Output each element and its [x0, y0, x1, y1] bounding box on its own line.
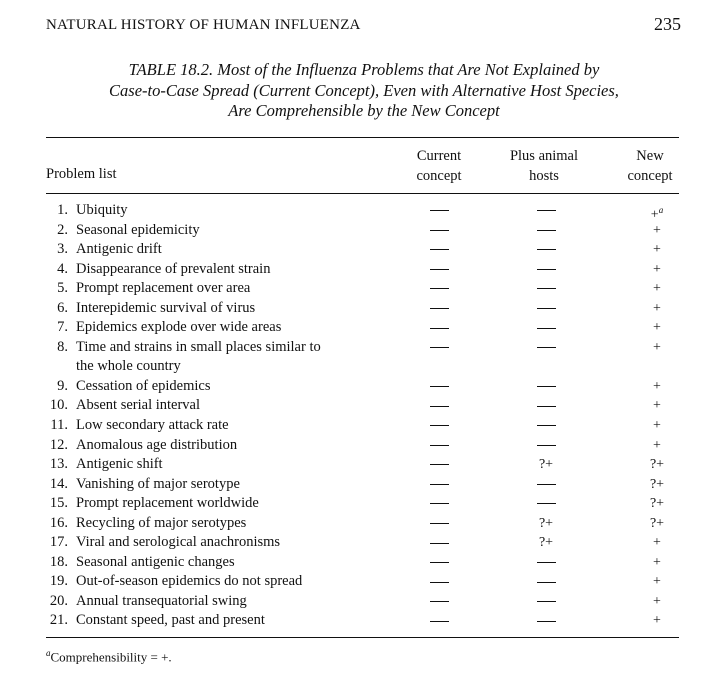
row-label-text: Prompt replacement worldwide	[76, 495, 259, 512]
column-header-animal	[494, 146, 594, 186]
dash-mark	[537, 425, 556, 426]
dash-mark	[537, 249, 556, 250]
page-number: 235	[654, 14, 681, 34]
dash-mark	[537, 269, 556, 270]
dash-mark	[430, 582, 449, 583]
dash-mark	[430, 503, 449, 504]
dash-mark	[537, 406, 556, 407]
cell-value: +	[653, 339, 661, 355]
cell-current	[409, 553, 469, 573]
dash-mark	[537, 484, 556, 485]
cell-current	[409, 201, 469, 221]
table-row	[0, 611, 715, 631]
row-label	[76, 221, 200, 241]
row-number: 5.	[57, 280, 68, 297]
row-number: 17.	[49, 534, 68, 551]
dash-mark	[430, 445, 449, 446]
row-number: 8.	[57, 338, 68, 355]
row-label	[76, 592, 247, 612]
cell-value: +	[653, 437, 661, 453]
table-row	[0, 377, 715, 397]
cell-animal-hosts	[516, 377, 576, 397]
row-label-text: Prompt replacement over area	[76, 280, 251, 297]
cell-animal-hosts	[516, 338, 576, 358]
row-label-text: Viral and serological anachronisms	[76, 534, 281, 551]
row-label-text: Ubiquity	[76, 202, 128, 218]
cell-current	[409, 533, 469, 553]
cell-value: ?+	[649, 515, 665, 531]
header-line: concept	[416, 168, 462, 184]
row-label-text: Disappearance of prevalent strain	[76, 260, 271, 277]
row-label	[76, 514, 246, 534]
cell-animal-hosts	[516, 475, 576, 495]
column-header-problem: Problem list	[46, 166, 117, 182]
row-number: 15.	[49, 495, 68, 512]
row-label-text: Recycling of major serotypes	[76, 514, 247, 531]
table-row	[0, 514, 715, 534]
row-number: 12.	[49, 436, 68, 453]
row-label-text: Annual transequatorial swing	[76, 592, 247, 609]
cell-value: +	[650, 207, 659, 223]
row-label	[76, 455, 163, 475]
row-label-text: Constant speed, past and present	[76, 612, 265, 629]
cell-animal-hosts	[516, 494, 576, 514]
row-label	[76, 377, 211, 397]
cell-new	[627, 377, 687, 397]
dash-mark	[430, 562, 449, 563]
dash-mark	[430, 406, 449, 407]
dash-mark	[537, 210, 556, 211]
cell-current	[409, 455, 469, 475]
dash-mark	[430, 464, 449, 465]
row-label-text: Antigenic shift	[76, 456, 163, 473]
cell-current	[409, 475, 469, 495]
row-label-text: Epidemics explode over wide areas	[76, 319, 282, 336]
cell-current	[409, 299, 469, 319]
cell-value: +	[653, 300, 661, 316]
cell-value: +	[653, 261, 661, 277]
cell-new	[627, 553, 687, 573]
row-number: 4.	[57, 260, 68, 277]
running-head: NATURAL HISTORY OF HUMAN INFLUENZA	[46, 17, 361, 33]
cell-new	[627, 514, 687, 534]
cell-value: +	[653, 398, 661, 414]
cell-new	[627, 318, 687, 338]
cell-new	[627, 592, 687, 612]
row-label	[76, 318, 281, 338]
cell-new	[627, 436, 687, 456]
row-label	[76, 436, 237, 456]
row-label	[76, 416, 229, 436]
cell-value: +	[653, 418, 661, 434]
row-label	[76, 494, 259, 514]
cell-current	[409, 377, 469, 397]
dash-mark	[537, 582, 556, 583]
row-number: 16.	[49, 514, 68, 531]
dash-mark	[537, 445, 556, 446]
table-row	[0, 475, 715, 495]
footnote-mark: a	[46, 648, 51, 658]
table-row	[0, 494, 715, 514]
header-line: New	[636, 148, 664, 164]
dash-mark	[537, 347, 556, 348]
cell-animal-hosts	[516, 221, 576, 241]
row-label-text: Anomalous age distribution	[76, 436, 238, 453]
cell-current	[409, 436, 469, 456]
cell-animal-hosts	[516, 455, 576, 475]
column-header-new	[600, 146, 700, 186]
cell-value: ?+	[649, 457, 665, 473]
cell-current	[409, 416, 469, 436]
cell-value: +	[653, 242, 661, 258]
cell-value: +	[653, 613, 661, 629]
row-number: 13.	[49, 456, 68, 473]
table-row	[0, 240, 715, 260]
cell-new	[627, 338, 687, 358]
cell-current	[409, 592, 469, 612]
cell-current	[409, 338, 469, 358]
caption-line: Are Comprehensible by the New Concept	[228, 101, 500, 120]
row-label	[76, 201, 128, 221]
dash-mark	[537, 562, 556, 563]
dash-mark	[430, 523, 449, 524]
table-row	[0, 338, 715, 377]
row-label	[76, 279, 250, 299]
cell-animal-hosts	[516, 299, 576, 319]
row-number: 11.	[50, 417, 68, 434]
dash-mark	[537, 621, 556, 622]
row-label	[76, 338, 321, 377]
cell-value: +	[653, 222, 661, 238]
row-label	[76, 260, 270, 280]
caption-line: Case-to-Case Spread (Current Concept), Even with Alternative Host Species,	[109, 80, 619, 100]
table-row	[0, 416, 715, 436]
header-line: Plus animal	[509, 148, 579, 164]
table-caption	[46, 60, 682, 122]
row-number: 6.	[57, 299, 68, 316]
row-label	[76, 553, 235, 573]
cell-current	[409, 572, 469, 592]
row-label-text: Vanishing of major serotype	[76, 475, 240, 492]
table-body	[0, 201, 715, 631]
cell-current	[409, 396, 469, 416]
cell-new	[627, 221, 687, 241]
cell-animal-hosts	[516, 592, 576, 612]
cell-value: ?+	[649, 476, 665, 492]
dash-mark	[430, 484, 449, 485]
dash-mark	[430, 347, 449, 348]
cell-current	[409, 279, 469, 299]
cell-animal-hosts	[516, 553, 576, 573]
table-row	[0, 299, 715, 319]
cell-animal-hosts	[516, 572, 576, 592]
cell-value: +	[653, 554, 661, 570]
dash-mark	[430, 621, 449, 622]
cell-value: +	[653, 535, 661, 551]
row-number: 20.	[49, 592, 68, 609]
cell-animal-hosts	[516, 318, 576, 338]
caption-line: TABLE 18.2. Most of the Influenza Problems that Are Not Explained by	[128, 60, 600, 79]
table-row	[0, 260, 715, 280]
row-label-text: Time and strains in small places similar to	[76, 338, 321, 355]
cell-current	[409, 240, 469, 260]
row-number: 21.	[49, 612, 68, 629]
dash-mark	[537, 386, 556, 387]
cell-new	[627, 455, 687, 475]
cell-animal-hosts	[516, 260, 576, 280]
cell-current	[409, 611, 469, 631]
cell-value: +	[653, 320, 661, 336]
header-line: Current	[416, 148, 462, 164]
table-row	[0, 201, 715, 221]
row-label-text: Antigenic drift	[76, 241, 162, 258]
dash-mark	[430, 328, 449, 329]
dash-mark	[430, 425, 449, 426]
cell-current	[409, 260, 469, 280]
table-row	[0, 279, 715, 299]
footnote	[46, 648, 172, 665]
row-label-text: Seasonal epidemicity	[76, 221, 200, 238]
table-row	[0, 396, 715, 416]
cell-new	[627, 533, 687, 553]
dash-mark	[537, 308, 556, 309]
table-header-rule	[46, 193, 679, 194]
cell-new	[627, 299, 687, 319]
cell-current	[409, 221, 469, 241]
dash-mark	[537, 230, 556, 231]
row-label	[76, 611, 265, 631]
row-number: 19.	[49, 573, 68, 590]
cell-value: ?+	[538, 535, 554, 551]
footnote-ref: a	[658, 205, 664, 215]
dash-mark	[430, 601, 449, 602]
dash-mark	[537, 328, 556, 329]
cell-value: +	[653, 574, 661, 590]
row-label-text: Interepidemic survival of virus	[76, 299, 256, 316]
dash-mark	[430, 230, 449, 231]
table-row	[0, 436, 715, 456]
dash-mark	[537, 288, 556, 289]
cell-new	[627, 416, 687, 436]
cell-new	[627, 611, 687, 631]
table-row	[0, 592, 715, 612]
row-label-text: Low secondary attack rate	[76, 417, 229, 434]
table-row	[0, 221, 715, 241]
cell-animal-hosts	[516, 416, 576, 436]
row-label	[76, 572, 302, 592]
cell-value: ?+	[538, 515, 554, 531]
cell-animal-hosts	[516, 514, 576, 534]
header-line: hosts	[529, 168, 559, 184]
dash-mark	[430, 543, 449, 544]
table-bottom-rule	[46, 637, 679, 638]
cell-animal-hosts	[516, 396, 576, 416]
row-label	[76, 240, 162, 260]
table-row	[0, 455, 715, 475]
cell-new	[627, 572, 687, 592]
dash-mark	[537, 601, 556, 602]
dash-mark	[537, 503, 556, 504]
cell-current	[409, 514, 469, 534]
cell-new	[627, 494, 687, 514]
cell-current	[409, 318, 469, 338]
dash-mark	[430, 386, 449, 387]
cell-new	[627, 475, 687, 495]
row-number: 1.	[57, 202, 68, 218]
row-number: 7.	[57, 319, 68, 336]
cell-animal-hosts	[516, 279, 576, 299]
row-label-continuation: the whole country	[76, 358, 181, 375]
row-label-text: Seasonal antigenic changes	[76, 553, 235, 570]
cell-new	[627, 240, 687, 260]
cell-value: +	[653, 378, 661, 394]
row-number: 18.	[49, 553, 68, 570]
row-label	[76, 533, 280, 553]
cell-animal-hosts	[516, 240, 576, 260]
dash-mark	[430, 308, 449, 309]
row-label-text: Cessation of epidemics	[76, 377, 211, 394]
table-row	[0, 318, 715, 338]
cell-value: +	[653, 281, 661, 297]
row-number: 3.	[57, 241, 68, 258]
row-number: 14.	[49, 475, 68, 492]
table-row	[0, 533, 715, 553]
row-label-text: Out-of-season epidemics do not spread	[76, 573, 303, 590]
dash-mark	[430, 269, 449, 270]
cell-new	[627, 279, 687, 299]
table-row	[0, 553, 715, 573]
row-label	[76, 299, 255, 319]
cell-current	[409, 494, 469, 514]
dash-mark	[430, 288, 449, 289]
row-label	[76, 475, 240, 495]
table-top-rule	[46, 137, 679, 138]
cell-value: ?+	[649, 496, 665, 512]
header-line: concept	[627, 168, 673, 184]
row-number: 10.	[49, 397, 68, 414]
cell-new	[627, 260, 687, 280]
cell-value: ?+	[538, 457, 554, 473]
cell-animal-hosts	[516, 201, 576, 221]
cell-new	[627, 396, 687, 416]
cell-animal-hosts	[516, 611, 576, 631]
row-number: 9.	[57, 377, 68, 394]
row-number: 2.	[57, 221, 68, 238]
footnote-text: Comprehensibility = +.	[50, 649, 172, 665]
cell-animal-hosts	[516, 436, 576, 456]
row-label	[76, 396, 200, 416]
row-label-text: Absent serial interval	[76, 397, 201, 414]
cell-animal-hosts	[516, 533, 576, 553]
cell-value: +	[653, 593, 661, 609]
table-row	[0, 572, 715, 592]
column-header-current	[389, 146, 489, 186]
dash-mark	[430, 210, 449, 211]
dash-mark	[430, 249, 449, 250]
